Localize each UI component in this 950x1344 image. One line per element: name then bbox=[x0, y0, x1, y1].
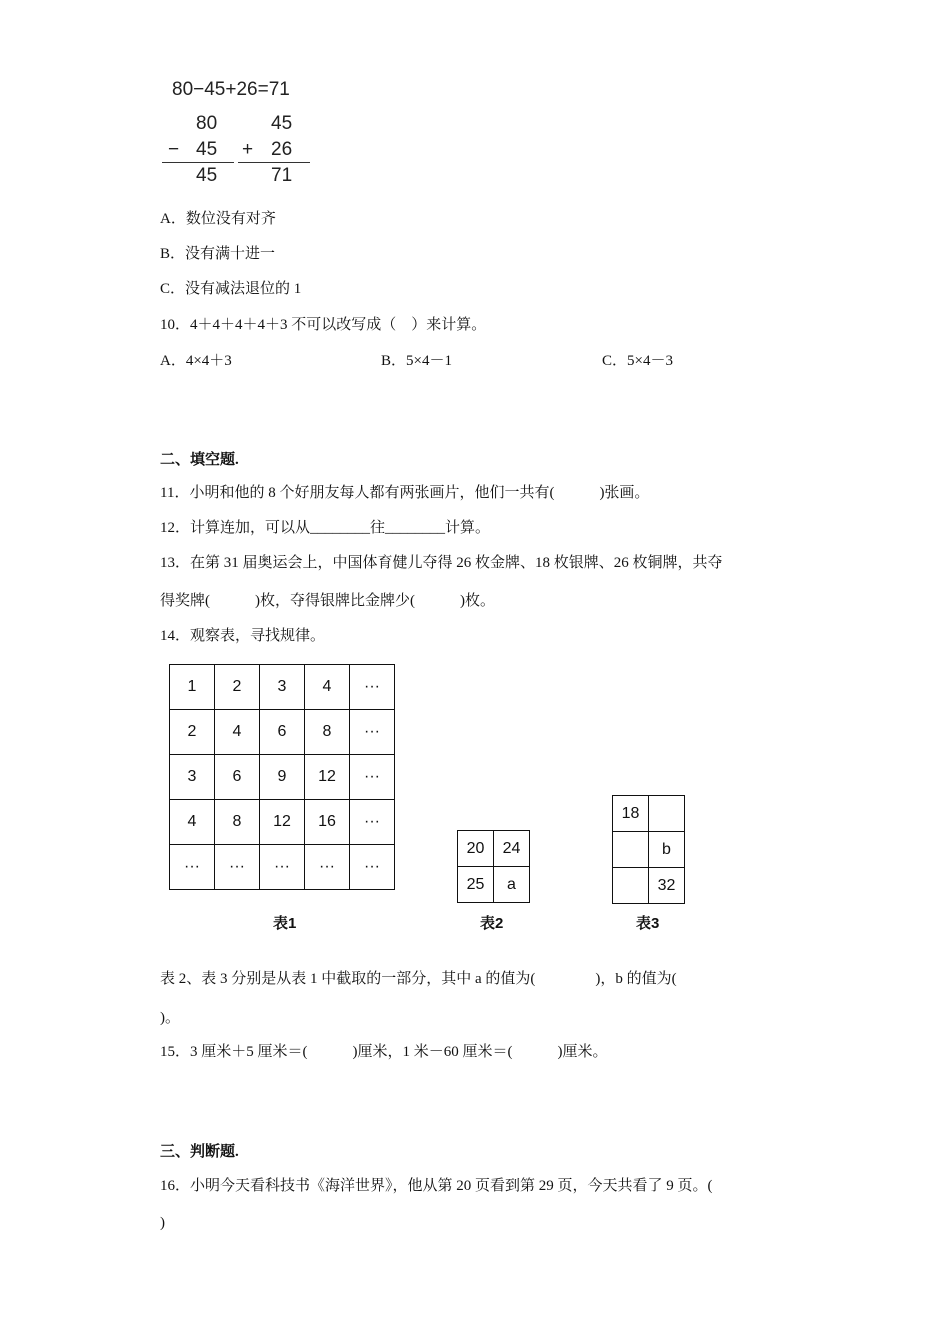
table1-cell: ··· bbox=[260, 845, 305, 890]
q10-stem: 10．4＋4＋4＋4＋3 不可以改写成（ ）来计算。 bbox=[160, 317, 487, 333]
table-3 bbox=[612, 795, 685, 904]
table1-cell: 12 bbox=[260, 800, 305, 845]
q10-option-a: A．4×4＋3 bbox=[160, 353, 232, 369]
table-2 bbox=[457, 830, 530, 903]
table1-cell: ··· bbox=[305, 845, 350, 890]
table1-cell: 4 bbox=[215, 710, 260, 755]
table3-cell: 32 bbox=[649, 868, 685, 904]
table1-cell: 6 bbox=[260, 710, 305, 755]
q9-option-c: C．没有减法退位的 1 bbox=[160, 281, 302, 297]
calc-equation: 80−45+26=71 bbox=[172, 79, 290, 100]
q14-stem: 14．观察表，寻找规律。 bbox=[160, 628, 326, 644]
q15: 15．3 厘米＋5 厘米＝( )厘米，1 米－60 厘米＝( )厘米。 bbox=[160, 1044, 608, 1060]
table1-cell: 8 bbox=[215, 800, 260, 845]
table-row bbox=[170, 665, 395, 710]
calc-col2-top: 45 bbox=[271, 113, 293, 134]
q14-line1: 表 2、表 3 分别是从表 1 中截取的一部分，其中 a 的值为( )，b 的值为( bbox=[160, 971, 677, 987]
table1-cell: 6 bbox=[215, 755, 260, 800]
table3-caption: 表3 bbox=[636, 915, 660, 932]
table1-cell: 8 bbox=[305, 710, 350, 755]
table-row bbox=[170, 845, 395, 890]
calc-col2-line bbox=[238, 162, 310, 163]
table2-caption: 表2 bbox=[480, 915, 504, 932]
table1-cell: 3 bbox=[260, 665, 305, 710]
q11: 11．小明和他的 8 个好朋友每人都有两张画片，他们一共有( )张画。 bbox=[160, 485, 650, 501]
table-row bbox=[170, 755, 395, 800]
calc-col2-result: 71 bbox=[271, 165, 293, 186]
table3-cell bbox=[649, 796, 685, 832]
q10-option-c: C．5×4－3 bbox=[602, 353, 673, 369]
table1-cell: ··· bbox=[350, 755, 395, 800]
table1-cell: ··· bbox=[170, 845, 215, 890]
q12: 12．计算连加，可以从________往________计算。 bbox=[160, 520, 491, 536]
table2-cell: 24 bbox=[494, 831, 530, 867]
table1-cell: 16 bbox=[305, 800, 350, 845]
section3-title: 三、判断题. bbox=[160, 1144, 239, 1160]
calc-col1-line bbox=[162, 162, 234, 163]
q10-option-b: B．5×4－1 bbox=[381, 353, 452, 369]
table3-cell: 18 bbox=[613, 796, 649, 832]
table1-cell: 2 bbox=[215, 665, 260, 710]
table1-cell: ··· bbox=[350, 845, 395, 890]
table1-cell: 2 bbox=[170, 710, 215, 755]
calc-col2-sign: + bbox=[242, 139, 254, 160]
table-1 bbox=[169, 664, 395, 890]
table1-cell: 1 bbox=[170, 665, 215, 710]
q14-line2: )。 bbox=[160, 1010, 180, 1026]
calc-col1-top: 80 bbox=[196, 113, 218, 134]
section2-title: 二、填空题. bbox=[160, 452, 239, 468]
table-row bbox=[613, 868, 685, 904]
table-row bbox=[613, 832, 685, 868]
q9-option-a: A．数位没有对齐 bbox=[160, 211, 276, 227]
calc-col2-operand: 26 bbox=[271, 139, 293, 160]
table1-cell: ··· bbox=[350, 800, 395, 845]
table1-cell: 12 bbox=[305, 755, 350, 800]
table-row bbox=[170, 800, 395, 845]
table3-cell bbox=[613, 868, 649, 904]
table2-cell: a bbox=[494, 867, 530, 903]
table1-caption: 表1 bbox=[273, 915, 297, 932]
table-row bbox=[458, 867, 530, 903]
table1-cell: 4 bbox=[170, 800, 215, 845]
table1-cell: ··· bbox=[350, 665, 395, 710]
q13-line2: 得奖牌( )枚，夺得银牌比金牌少( )枚。 bbox=[160, 593, 495, 609]
table3-cell bbox=[613, 832, 649, 868]
q13-line1: 13．在第 31 届奥运会上，中国体育健儿夺得 26 枚金牌、18 枚银牌、26 枚铜牌，共夺 bbox=[160, 555, 723, 571]
table1-cell: 9 bbox=[260, 755, 305, 800]
table1-cell: ··· bbox=[350, 710, 395, 755]
table1-cell: 4 bbox=[305, 665, 350, 710]
calc-col1-sign: − bbox=[168, 139, 180, 160]
calc-col1-operand: 45 bbox=[196, 139, 218, 160]
table-row bbox=[613, 796, 685, 832]
table1-cell: 3 bbox=[170, 755, 215, 800]
q16-line1: 16．小明今天看科技书《海洋世界》，他从第 20 页看到第 29 页，今天共看了 9 页。( bbox=[160, 1178, 713, 1194]
table-row bbox=[170, 710, 395, 755]
q9-option-b: B．没有满十进一 bbox=[160, 246, 276, 262]
calc-col1-result: 45 bbox=[196, 165, 218, 186]
table3-cell: b bbox=[649, 832, 685, 868]
table2-cell: 20 bbox=[458, 831, 494, 867]
table2-cell: 25 bbox=[458, 867, 494, 903]
q16-line2: ) bbox=[160, 1215, 165, 1231]
table-row bbox=[458, 831, 530, 867]
table1-cell: ··· bbox=[215, 845, 260, 890]
